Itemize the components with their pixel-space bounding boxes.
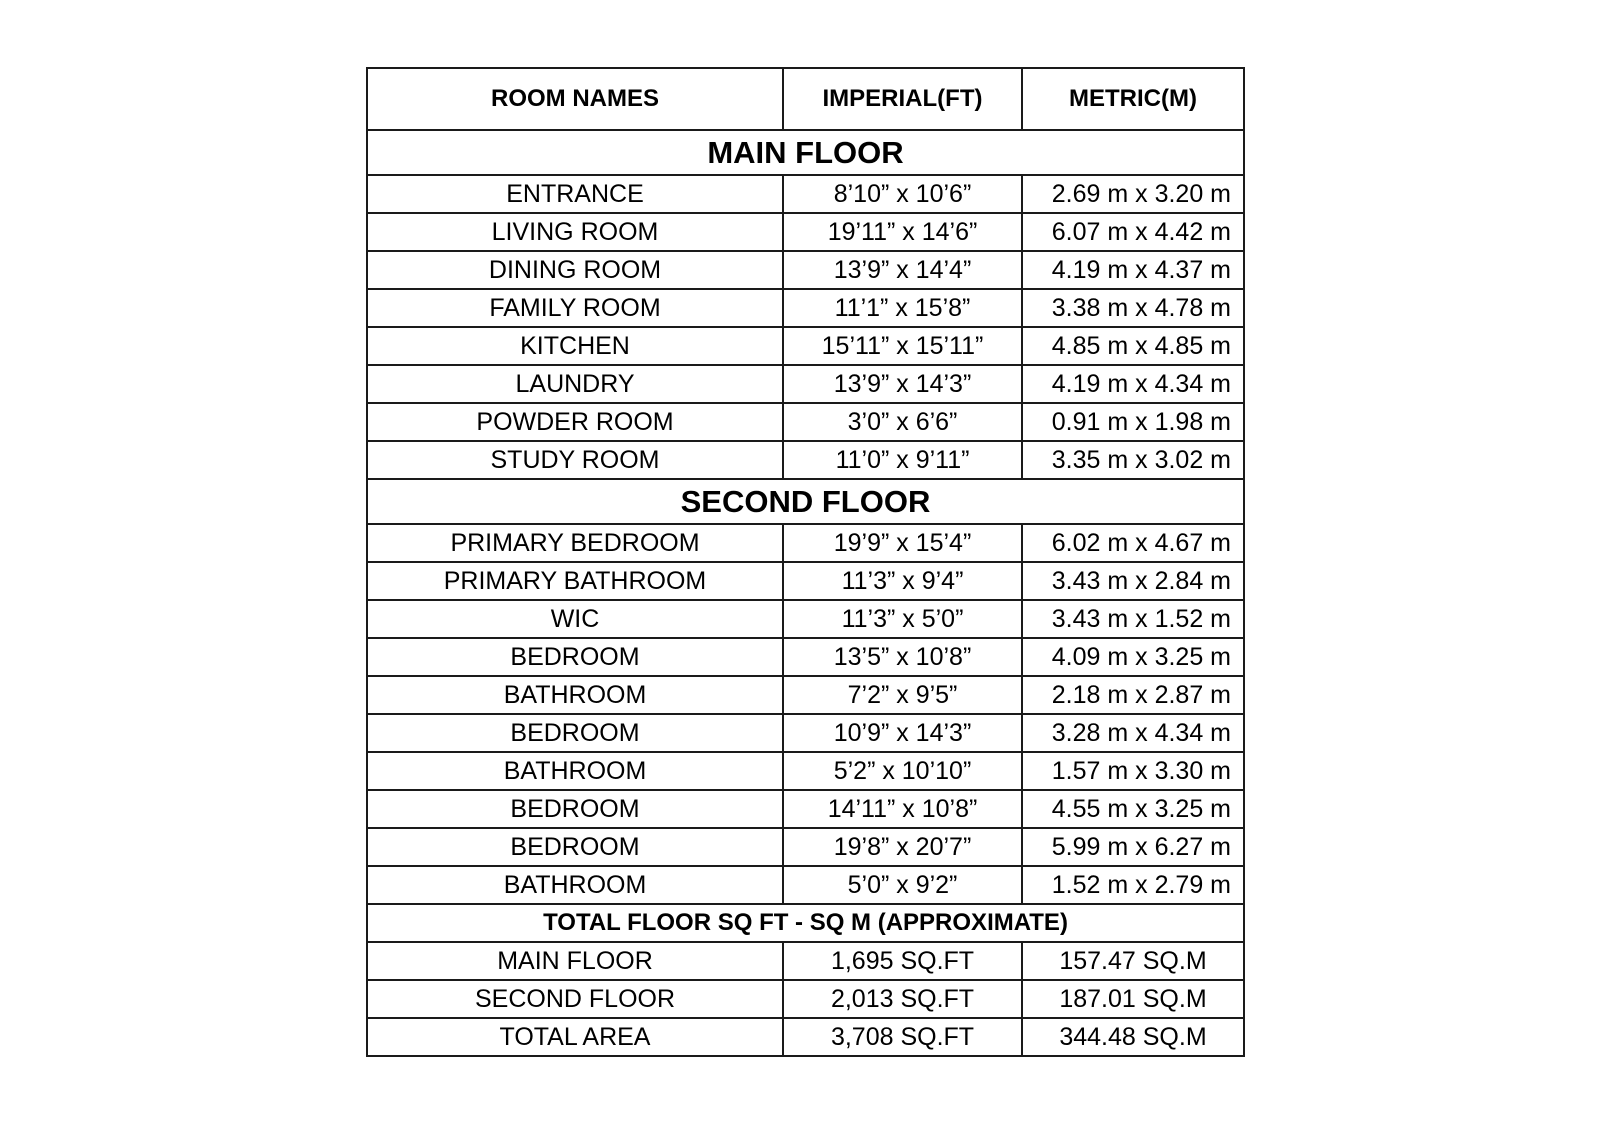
- table-row: [367, 790, 1244, 828]
- table-row: [367, 327, 1244, 365]
- room-metric: 3.38 m x 4.78 m: [1022, 289, 1244, 327]
- room-metric: 6.07 m x 4.42 m: [1022, 213, 1244, 251]
- total-imperial: 2,013 SQ.FT: [783, 980, 1022, 1018]
- room-imperial: 11’3” x 5’0”: [783, 600, 1022, 638]
- room-name: BEDROOM: [367, 714, 783, 752]
- room-metric: 3.28 m x 4.34 m: [1022, 714, 1244, 752]
- room-name: BEDROOM: [367, 828, 783, 866]
- table-row: [367, 251, 1244, 289]
- table-row: [367, 600, 1244, 638]
- table-row: [367, 752, 1244, 790]
- room-imperial: 11’0” x 9’11”: [783, 441, 1022, 479]
- room-name: BATHROOM: [367, 752, 783, 790]
- room-metric: 4.85 m x 4.85 m: [1022, 327, 1244, 365]
- table-row: [367, 213, 1244, 251]
- room-name: BATHROOM: [367, 676, 783, 714]
- room-name: POWDER ROOM: [367, 403, 783, 441]
- room-name: ENTRANCE: [367, 175, 783, 213]
- room-name: DINING ROOM: [367, 251, 783, 289]
- room-metric: 4.19 m x 4.34 m: [1022, 365, 1244, 403]
- room-imperial: 19’9” x 15’4”: [783, 524, 1022, 562]
- table-row: [367, 714, 1244, 752]
- table-row: [367, 866, 1244, 904]
- total-name: TOTAL AREA: [367, 1018, 783, 1056]
- room-imperial: 13’5” x 10’8”: [783, 638, 1022, 676]
- section-title-main-floor: MAIN FLOOR: [367, 130, 1244, 175]
- total-imperial: 3,708 SQ.FT: [783, 1018, 1022, 1056]
- room-imperial: 13’9” x 14’3”: [783, 365, 1022, 403]
- room-metric: 2.18 m x 2.87 m: [1022, 676, 1244, 714]
- table-row: [367, 828, 1244, 866]
- table-row: [367, 562, 1244, 600]
- room-imperial: 11’1” x 15’8”: [783, 289, 1022, 327]
- room-imperial: 11’3” x 9’4”: [783, 562, 1022, 600]
- room-metric: 2.69 m x 3.20 m: [1022, 175, 1244, 213]
- section-title-totals: TOTAL FLOOR SQ FT - SQ M (APPROXIMATE): [367, 904, 1244, 942]
- room-name: PRIMARY BEDROOM: [367, 524, 783, 562]
- room-imperial: 19’8” x 20’7”: [783, 828, 1022, 866]
- table-row: [367, 441, 1244, 479]
- room-imperial: 19’11” x 14’6”: [783, 213, 1022, 251]
- room-name: LAUNDRY: [367, 365, 783, 403]
- table-row: [367, 638, 1244, 676]
- total-metric: 187.01 SQ.M: [1022, 980, 1244, 1018]
- table-row: [367, 676, 1244, 714]
- room-imperial: 5’2” x 10’10”: [783, 752, 1022, 790]
- table-row: [367, 524, 1244, 562]
- room-metric: 1.52 m x 2.79 m: [1022, 866, 1244, 904]
- room-metric: 3.43 m x 2.84 m: [1022, 562, 1244, 600]
- room-name: BEDROOM: [367, 790, 783, 828]
- room-metric: 3.35 m x 3.02 m: [1022, 441, 1244, 479]
- header-metric: METRIC(M): [1022, 68, 1244, 130]
- room-imperial: 7’2” x 9’5”: [783, 676, 1022, 714]
- total-metric: 157.47 SQ.M: [1022, 942, 1244, 980]
- room-imperial: 10’9” x 14’3”: [783, 714, 1022, 752]
- section-main-floor: [367, 130, 1244, 175]
- table-row: [367, 942, 1244, 980]
- header-row: [367, 68, 1244, 130]
- section-totals: [367, 904, 1244, 942]
- room-name: BATHROOM: [367, 866, 783, 904]
- room-metric: 4.55 m x 3.25 m: [1022, 790, 1244, 828]
- room-metric: 4.19 m x 4.37 m: [1022, 251, 1244, 289]
- room-metric: 3.43 m x 1.52 m: [1022, 600, 1244, 638]
- total-metric: 344.48 SQ.M: [1022, 1018, 1244, 1056]
- table-row: [367, 289, 1244, 327]
- room-name: FAMILY ROOM: [367, 289, 783, 327]
- room-metric: 1.57 m x 3.30 m: [1022, 752, 1244, 790]
- table-row: [367, 1018, 1244, 1056]
- room-imperial: 15’11” x 15’11”: [783, 327, 1022, 365]
- room-name: WIC: [367, 600, 783, 638]
- total-name: MAIN FLOOR: [367, 942, 783, 980]
- table-row: [367, 980, 1244, 1018]
- table-body: [367, 68, 1244, 1056]
- table-row: [367, 403, 1244, 441]
- room-dimensions-table: [366, 67, 1245, 1057]
- room-imperial: 14’11” x 10’8”: [783, 790, 1022, 828]
- section-second-floor: [367, 479, 1244, 524]
- room-imperial: 5’0” x 9’2”: [783, 866, 1022, 904]
- section-title-second-floor: SECOND FLOOR: [367, 479, 1244, 524]
- room-name: PRIMARY BATHROOM: [367, 562, 783, 600]
- room-name: LIVING ROOM: [367, 213, 783, 251]
- room-imperial: 13’9” x 14’4”: [783, 251, 1022, 289]
- room-metric: 5.99 m x 6.27 m: [1022, 828, 1244, 866]
- room-imperial: 3’0” x 6’6”: [783, 403, 1022, 441]
- room-metric: 4.09 m x 3.25 m: [1022, 638, 1244, 676]
- header-room-names: ROOM NAMES: [367, 68, 783, 130]
- total-name: SECOND FLOOR: [367, 980, 783, 1018]
- header-imperial: IMPERIAL(FT): [783, 68, 1022, 130]
- table-row: [367, 365, 1244, 403]
- room-metric: 6.02 m x 4.67 m: [1022, 524, 1244, 562]
- room-name: STUDY ROOM: [367, 441, 783, 479]
- table-row: [367, 175, 1244, 213]
- room-imperial: 8’10” x 10’6”: [783, 175, 1022, 213]
- total-imperial: 1,695 SQ.FT: [783, 942, 1022, 980]
- room-name: BEDROOM: [367, 638, 783, 676]
- room-name: KITCHEN: [367, 327, 783, 365]
- room-metric: 0.91 m x 1.98 m: [1022, 403, 1244, 441]
